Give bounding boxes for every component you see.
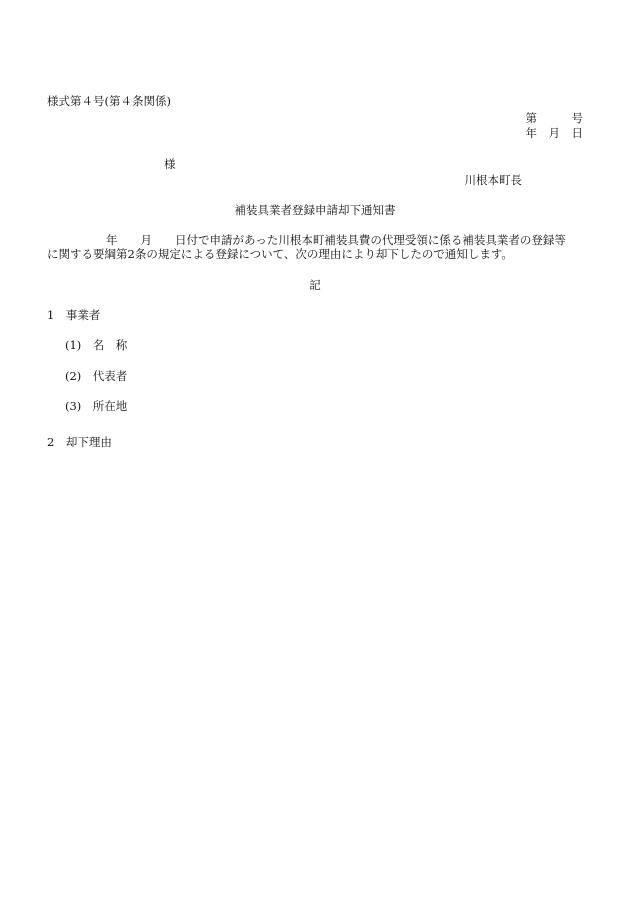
section-business-operator: 1 事業者: [47, 308, 101, 322]
body-text-line-2: に関する要綱第2条の規定による登録について、次の理由により却下したので通知します。: [47, 247, 513, 261]
item-name: (1) 名 称: [65, 338, 128, 352]
ki-heading: 記: [309, 278, 321, 292]
form-label: 様式第４号(第４条関係): [47, 94, 171, 108]
addressee-honorific: 様: [164, 157, 176, 171]
document-title: 補装具業者登録申請却下通知書: [234, 203, 396, 217]
document-number-line: 第 号: [525, 111, 583, 125]
item-address: (3) 所在地: [65, 399, 128, 413]
body-text-line-1: 年 月 日付で申請があった川根本町補装具費の代理受領に係る補装具業者の登録等: [106, 233, 566, 247]
item-representative: (2) 代表者: [65, 369, 128, 383]
section-rejection-reason: 2 却下理由: [47, 435, 112, 449]
issuer-name: 川根本町長: [464, 173, 522, 187]
document-date-line: 年 月 日: [525, 126, 583, 140]
